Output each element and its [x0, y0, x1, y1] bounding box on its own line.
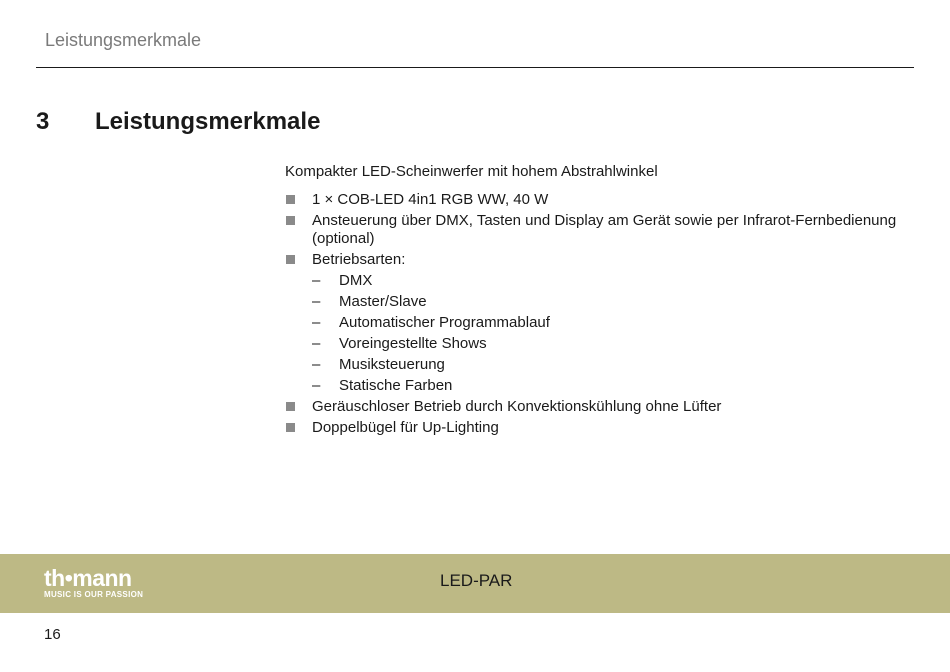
- sub-list-item-text: Voreingestellte Shows: [339, 335, 487, 352]
- sub-list-item: [312, 335, 910, 353]
- list-item: [285, 419, 910, 437]
- running-header: Leistungsmerkmale: [45, 30, 202, 50]
- thomann-logo: [44, 566, 143, 600]
- list-item: [285, 191, 910, 209]
- sub-list-item-text: Master/Slave: [339, 293, 427, 310]
- square-bullet-icon: [286, 255, 295, 264]
- list-item: [285, 251, 910, 395]
- list-item: [285, 398, 910, 416]
- square-bullet-icon: [286, 195, 295, 204]
- sub-list-item: [312, 272, 910, 290]
- list-item-text: Betriebsarten:: [312, 251, 406, 268]
- sub-list-item: [312, 356, 910, 374]
- intro-text: Kompakter LED-Scheinwerfer mit hohem Abstrahlwinkel: [285, 163, 658, 180]
- section-title: Leistungsmerkmale: [95, 108, 321, 135]
- logo-wordmark: th•mann: [44, 565, 132, 591]
- sub-list-item-text: Automatischer Programmablauf: [339, 314, 550, 331]
- square-bullet-icon: [286, 216, 295, 225]
- sub-list-item: [312, 293, 910, 311]
- section-number: 3: [36, 108, 50, 135]
- list-item-text: 1 × COB-LED 4in1 RGB WW, 40 W: [312, 191, 549, 208]
- footer-product-name: LED-PAR: [440, 571, 513, 590]
- sub-list-item-text: Musiksteuerung: [339, 356, 445, 373]
- feature-list: [285, 191, 910, 437]
- list-item: [285, 212, 910, 248]
- footer-band: [0, 554, 950, 613]
- list-item-text: Doppelbügel für Up-Lighting: [312, 419, 499, 436]
- dash-bullet-icon: –: [312, 377, 321, 394]
- header-rule: [36, 67, 914, 68]
- page-number: 16: [44, 626, 61, 643]
- dash-bullet-icon: –: [312, 293, 321, 310]
- mode-list: [312, 272, 910, 395]
- sub-list-item: [312, 314, 910, 332]
- dash-bullet-icon: –: [312, 314, 321, 331]
- dash-bullet-icon: –: [312, 356, 321, 373]
- square-bullet-icon: [286, 423, 295, 432]
- sub-list-item-text: Statische Farben: [339, 377, 453, 394]
- list-item-text: Ansteuerung über DMX, Tasten und Display am Gerät sowie per Infrarot-Fernbedienung (optional): [312, 212, 897, 247]
- sub-list-item-text: DMX: [339, 272, 373, 289]
- content-body: [285, 163, 910, 440]
- square-bullet-icon: [286, 402, 295, 411]
- sub-list-item: [312, 377, 910, 395]
- dash-bullet-icon: –: [312, 272, 321, 289]
- list-item-text: Geräuschloser Betrieb durch Konvektionskühlung ohne Lüfter: [312, 398, 722, 415]
- dash-bullet-icon: –: [312, 335, 321, 352]
- logo-tagline: MUSIC IS OUR PASSION: [44, 590, 144, 599]
